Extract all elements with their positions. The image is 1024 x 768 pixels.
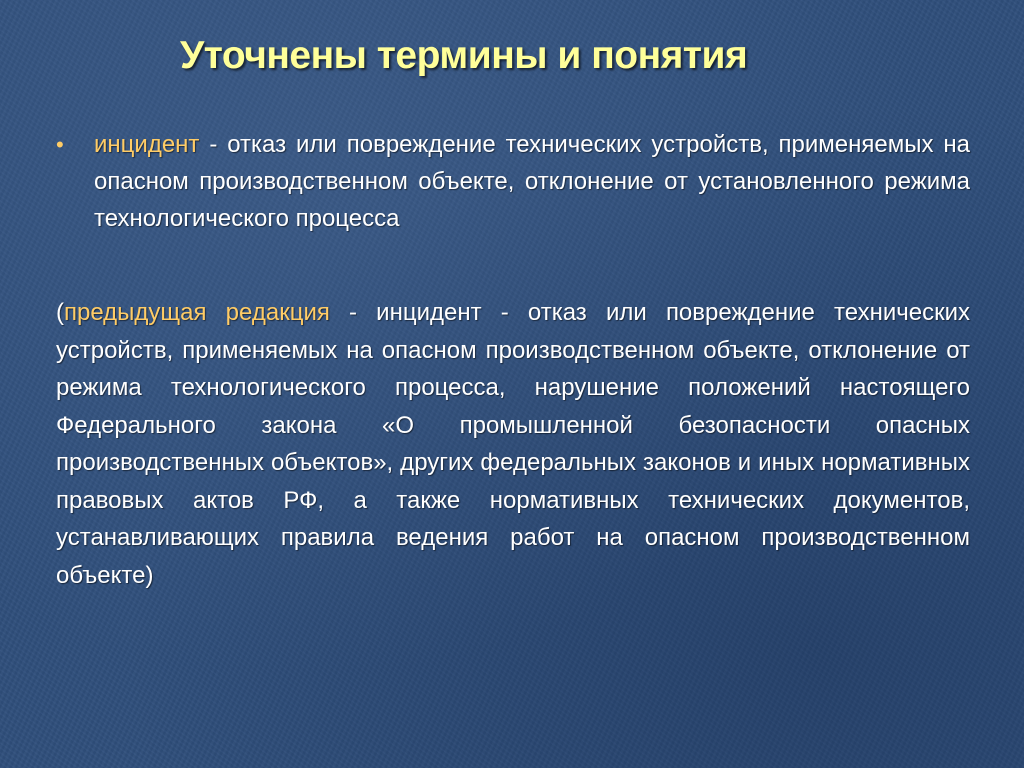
- note-open-paren: (: [56, 299, 64, 326]
- term-definition: - отказ или повреждение технических устройств, применяемых на опасном производственном объекте, отклонение от установленного режима технологического процесса: [94, 131, 970, 232]
- bullet-item: [56, 126, 970, 237]
- bullet-marker: •: [56, 132, 64, 157]
- previous-edition-text: - инцидент - отказ или повреждение технических устройств, применяемых на опасном производственном объекте, отклонение от режима технологического процесса, нарушение положений настоящего Федерального закона «О промышленной безопасности опасных производственных объектов», других федеральных законов и иных нормативных правовых актов РФ, а также нормативных технических документов, устанавливающих правила ведения работ на опасном производственном объекте): [56, 299, 970, 589]
- previous-edition-note: [56, 294, 970, 594]
- term-highlight: инцидент: [94, 131, 200, 158]
- previous-edition-label: предыдущая редакция: [64, 299, 330, 326]
- bullet-text: [94, 126, 970, 237]
- slide-title: Уточнены термины и понятия: [180, 34, 748, 77]
